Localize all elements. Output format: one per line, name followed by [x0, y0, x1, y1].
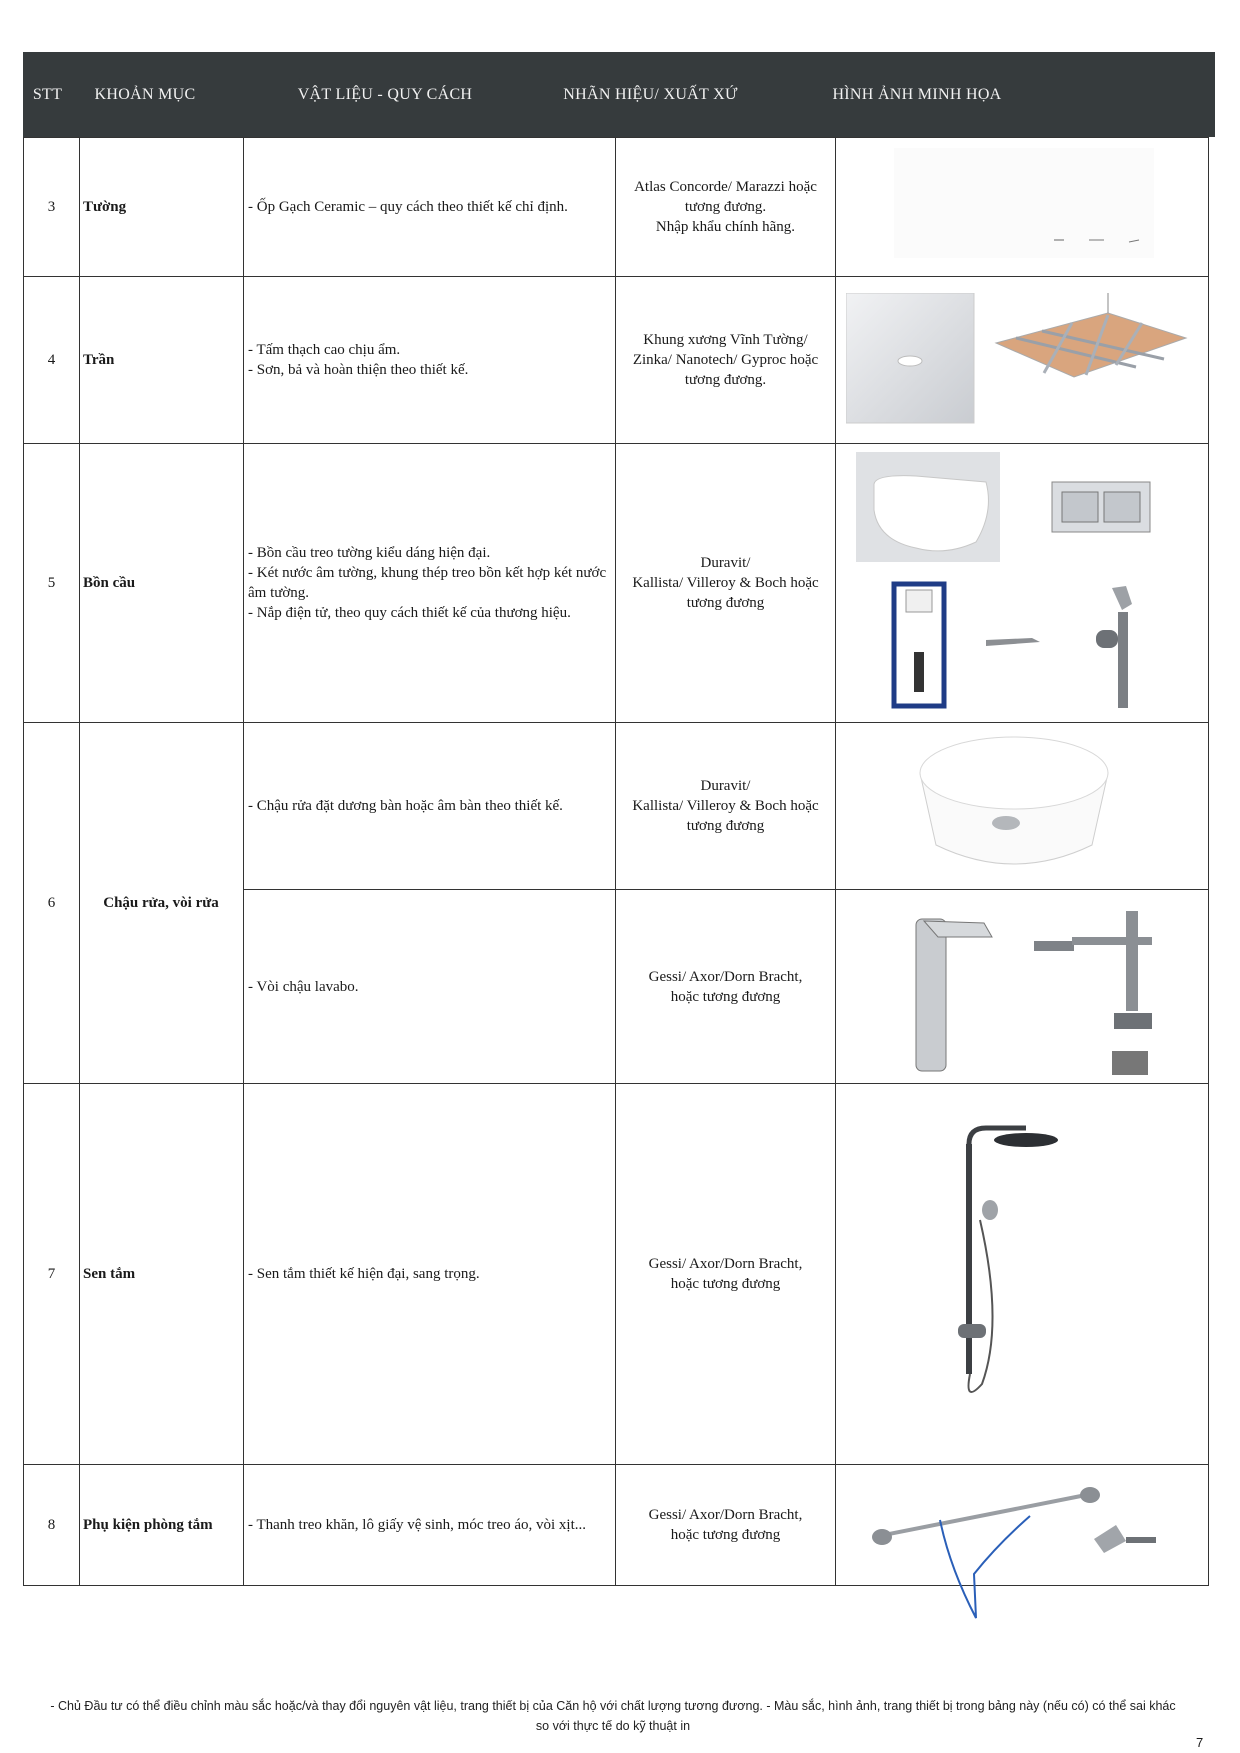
row-brand: Duravit/ Kallista/ Villeroy & Boch hoặc tương đương	[632, 555, 819, 611]
shower-image	[954, 1124, 1104, 1414]
table-row	[23, 276, 1209, 444]
row-item: Sen tắm	[83, 1266, 136, 1282]
row-brand: Gessi/ Axor/Dorn Bracht, hoặc tương đương	[648, 1256, 803, 1292]
row-material: - Sen tắm thiết kế hiện đại, sang trọng.	[248, 1266, 480, 1282]
faucet-image	[864, 901, 1164, 1079]
ceiling-image	[846, 293, 1206, 425]
header-brand: NHÃN HIỆU/ XUẤT XỨ	[563, 85, 738, 103]
row-material: - Ốp Gạch Ceramic – quy cách theo thiết kế chỉ định.	[248, 199, 568, 215]
page-number: 7	[1196, 1735, 1204, 1750]
header-material: VẬT LIỆU - QUY CÁCH	[297, 85, 473, 103]
footer-note-line2: so với thực tế do kỹ thuật in	[535, 1719, 691, 1733]
row-item: Tường	[83, 199, 127, 215]
row-stt: 8	[47, 1517, 56, 1533]
header-item: KHOẢN MỤC	[94, 85, 196, 103]
table-row	[23, 1083, 1209, 1465]
footer-note-line1: - Chủ Đầu tư có thể điều chỉnh màu sắc hoặc/và thay đổi nguyên vật liệu, trang thiết bị của Căn hộ với chất lượng tương đương. - Màu sắc, hình ảnh, trang thiết bị trong bảng này (nếu có) có thể sai khác	[50, 1699, 1176, 1713]
table-header	[23, 52, 1215, 137]
row-item: Trần	[83, 352, 115, 368]
wall-tile-image	[894, 148, 1154, 258]
row-stt: 4	[47, 352, 56, 368]
row-stt: 5	[47, 575, 56, 591]
row-stt: 3	[47, 199, 56, 215]
row-brand: Gessi/ Axor/Dorn Bracht, hoặc tương đương	[648, 968, 803, 1005]
row-brand: Atlas Concorde/ Marazzi hoặc tương đương. Nhập khẩu chính hãng.	[634, 179, 817, 235]
row-material: - Thanh treo khăn, lô giấy vệ sinh, móc treo áo, vòi xịt...	[248, 1517, 586, 1533]
row-item: Bồn cầu	[83, 575, 136, 591]
row-item: Phụ kiện phòng tắm	[83, 1517, 213, 1533]
table-row	[23, 137, 1209, 277]
row-stt: 6	[47, 895, 56, 911]
signature-mark	[930, 1508, 1040, 1628]
footer-note	[18, 1696, 1208, 1736]
row-material: - Chậu rửa đặt dương bàn hoặc âm bàn theo thiết kế.	[248, 798, 563, 814]
row-material: - Bồn cầu treo tường kiểu dáng hiện đại. - Két nước âm tường, khung thép treo bồn kết hợp két nước âm tường. - Nắp điện tử, theo quy cách thiết kế của thương hiệu.	[248, 545, 607, 621]
row-brand: Gessi/ Axor/Dorn Bracht, hoặc tương đương	[648, 1507, 803, 1543]
table-row	[23, 722, 1209, 1084]
row-material: - Vòi chậu lavabo.	[248, 978, 359, 995]
toilet-image	[856, 452, 1186, 714]
row-item: Chậu rửa, vòi rửa	[103, 895, 219, 911]
row-brand: Duravit/ Kallista/ Villeroy & Boch hoặc tương đương	[632, 778, 819, 834]
header-image: HÌNH ẢNH MINH HỌA	[832, 85, 1002, 103]
row-brand: Khung xương Vĩnh Tường/ Zinka/ Nanotech/ Gyproc hoặc tương đương.	[632, 332, 819, 388]
header-stt: STT	[32, 85, 63, 103]
row-material: - Tấm thạch cao chịu ẩm. - Sơn, bả và hoàn thiện theo thiết kế.	[248, 342, 469, 378]
basin-image	[914, 733, 1114, 881]
table-row	[23, 443, 1209, 723]
row-stt: 7	[47, 1266, 56, 1282]
